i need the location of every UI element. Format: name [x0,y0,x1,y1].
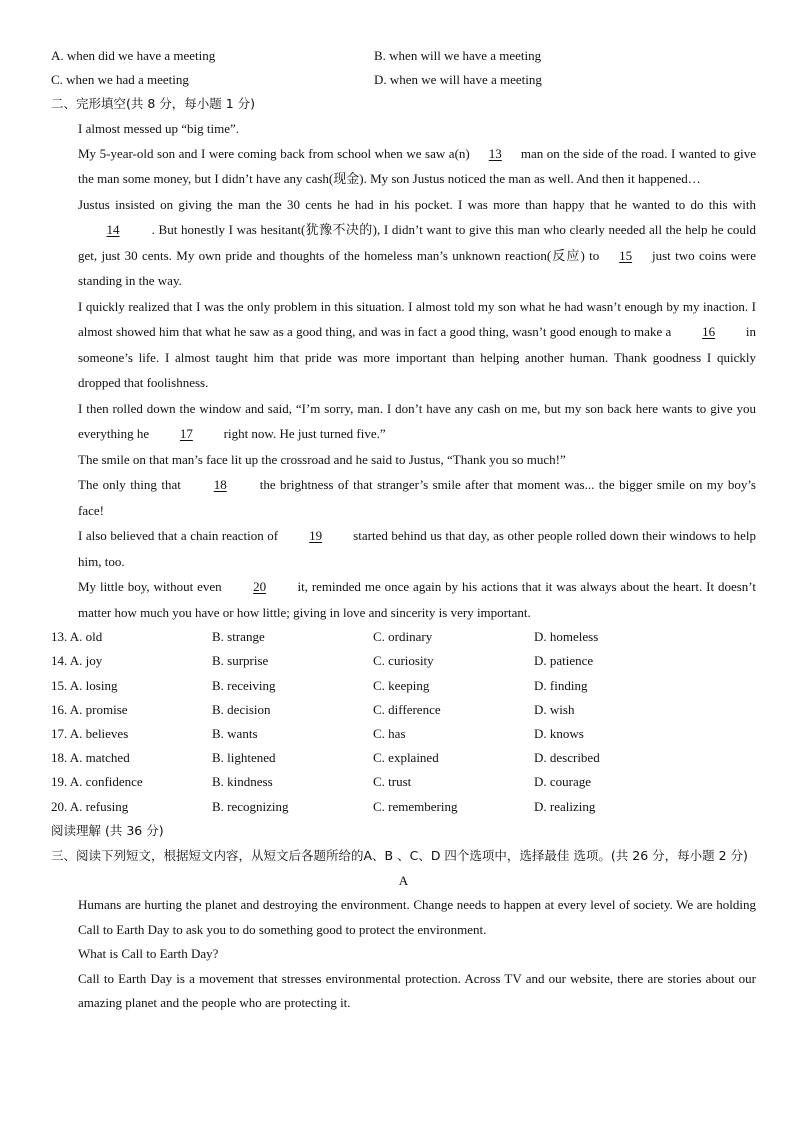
option-c[interactable]: C. when we had a meeting [51,72,189,88]
option-c[interactable]: C. has [373,726,406,741]
blank-19[interactable]: 19 [309,528,323,544]
option-d[interactable]: D. finding [534,677,588,693]
section-heading-cloze: 二、完形填空(共 8 分，每小题 1 分) [51,96,256,112]
blank-20[interactable]: 20 [253,579,267,595]
option-d[interactable]: D. patience [534,653,594,669]
option-a[interactable]: 18. A. matched [51,750,130,766]
option-d[interactable]: D. knows [534,726,584,741]
blank-15[interactable]: 15 [619,247,633,263]
option-d[interactable]: D. described [534,750,600,766]
reading-paragraph-2: Call to Earth Day is a movement that stresses environmental protection. Across TV and our website, there are stories about our amazing planet and the people who are protecting it. [78,970,756,1011]
option-b[interactable]: B. decision [212,701,271,717]
option-a[interactable]: 17. A. believes [51,726,129,741]
blank-17[interactable]: 17 [179,426,193,442]
paragraph-8: My little boy, without even 20 it, reminded me once again by his actions that it was always about the heart. It doesn’t matter how much you have or how little; giving in love and sincerity is very important. [51,574,756,625]
paragraph-4: I then rolled down the window and said, “I’m sorry, man. I don’t have any cash on me, but my son back here wants to give you everything he 17 right now. He just turned five.” [51,396,756,447]
option-b[interactable]: B. strange [212,629,265,645]
option-a[interactable]: 13. A. old [51,629,103,645]
option-a[interactable]: 20. A. refusing [51,798,129,814]
option-d[interactable]: D. courage [534,774,592,790]
reading-question-title: What is Call to Earth Day? [78,946,219,962]
option-c[interactable]: C. remembering [373,798,458,814]
option-b[interactable]: B. receiving [212,677,276,693]
option-b[interactable]: B. wants [212,726,258,741]
option-a[interactable]: 19. A. confidence [51,774,143,790]
options-row-17 [51,722,756,746]
options-table [51,625,756,819]
exam-page [51,44,756,1016]
option-b[interactable]: B. recognizing [212,798,289,814]
option-c[interactable]: C. keeping [373,677,430,693]
option-b[interactable]: B. surprise [212,653,269,669]
options-row-14 [51,649,756,673]
option-c[interactable]: C. difference [373,701,441,717]
paragraph-2: Justus insisted on giving the man the 30 cents he had in his pocket. I was more than happy that he wanted to do this with 14 . But honestly I was hesitant(犹豫不决的), I didn’t want to give this man who clearly needed all the help he could get, just 30 cents. My own pride and thoughts of the homeless man’s unknown reaction(反应) to 15 just two coins were standing in the way. [78,196,756,289]
option-c[interactable]: C. curiosity [373,653,434,669]
option-c[interactable]: C. trust [373,774,412,790]
blank-18[interactable]: 18 [213,477,227,493]
section-heading-reading: 阅读理解 (共 36 分) [51,822,164,838]
option-b[interactable]: B. lightened [212,750,276,766]
passage-label: A [398,872,409,888]
paragraph-6: The only thing that 18 the brightness of that stranger’s smile after that moment was... the bigger smile on my boy’s face! [51,472,756,523]
options-row-16 [51,698,756,722]
options-row-19 [51,770,756,794]
option-d[interactable]: D. realizing [534,798,596,814]
q12-options-row-1 [51,44,756,68]
paragraph-3: I quickly realized that I was the only problem in this situation. I almost told my son what he had wasn’t enough by my inaction. I almost showed him that what he saw as a good thing, and was in fact a good thing, wasn’t good enough to make a 16 in someone’s life. I almost taught him that pride was more important than helping another human. Thank goodness I quickly dropped that foolishness. [78,298,756,391]
option-a[interactable]: A. when did we have a meeting [51,48,216,63]
reading-paragraph-1: Humans are hurting the planet and destroying the environment. Change needs to happen at every level of society. We are holding Call to Earth Day to ask you to do something good to protect the environment. [78,897,756,937]
reading-instruction: 三、阅读下列短文，根据短文内容，从短文后各题所给的A、B 、C、D 四个选项中，选择最佳 选项。(共 26 分，每小题 2 分) [51,847,748,863]
option-d[interactable]: D. wish [534,701,575,717]
options-row-15 [51,674,756,698]
option-a[interactable]: 16. A. promise [51,701,128,717]
option-a[interactable]: 15. A. losing [51,677,118,693]
q12-options-row-2 [51,68,756,92]
options-row-20 [51,795,756,819]
blank-14[interactable]: 14 [106,222,120,238]
option-b[interactable]: B. when will we have a meeting [374,48,542,63]
options-row-18 [51,746,756,770]
options-row-13 [51,625,756,649]
option-b[interactable]: B. kindness [212,774,273,790]
blank-13[interactable]: 13 [488,145,502,161]
paragraph-7: I also believed that a chain reaction of 19 started behind us that day, as other people rolled down their windows to help him, too. [51,523,756,574]
paragraph-5: The smile on that man’s face lit up the crossroad and he said to Justus, “Thank you so much!” [78,451,566,467]
option-c[interactable]: C. explained [373,750,439,766]
option-c[interactable]: C. ordinary [373,629,433,645]
option-a[interactable]: 14. A. joy [51,653,103,669]
option-d[interactable]: D. when we will have a meeting [374,72,542,88]
reading-passage [51,893,756,1016]
cloze-passage [51,141,756,626]
option-d[interactable]: D. homeless [534,629,599,645]
paragraph-1: My 5-year-old son and I were coming back from school when we saw a(n) 13 man on the side of the road. I wanted to give the man some money, but I didn’t have any cash(现金). My son Justus noticed the man as well. And then it happened… [51,141,756,192]
passage-title: I almost messed up “big time”. [78,120,240,136]
blank-16[interactable]: 16 [702,324,716,340]
